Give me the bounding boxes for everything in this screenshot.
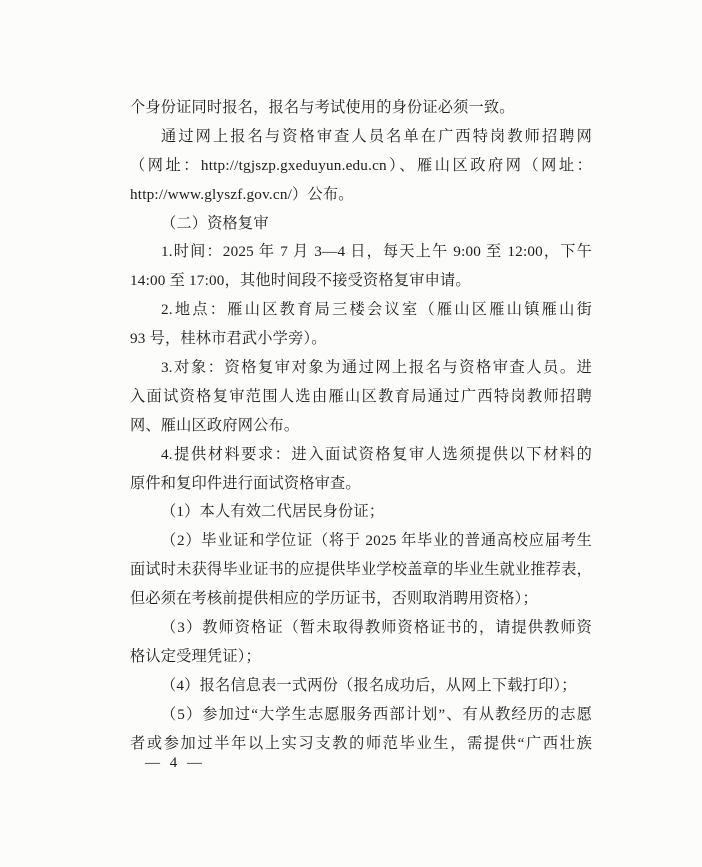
text-line: 但必须在考核前提供相应的学历证书，否则取消聘用资格）； — [130, 590, 538, 608]
text-line: 入面试资格复审范围人选由雁山区教育局通过广西特岗教师招聘 — [130, 387, 592, 405]
text-line: 通过网上报名与资格审查人员名单在广西特岗教师招聘网 — [161, 127, 592, 145]
text-line: 3.对象：资格复审对象为通过网上报名与资格审查人员。进 — [161, 359, 592, 377]
text-line: 14:00 至 17:00，其他时间段不接受资格复审申请。 — [130, 272, 471, 290]
text-line: 者或参加过半年以上实习支教的师范毕业生，需提供“广西壮族 — [130, 734, 592, 752]
text-line: （4）报名信息表一式两份（报名成功后，从网上下载打印）； — [161, 676, 577, 694]
text-line: 4.提供材料要求：进入面试资格复审人选须提供以下材料的 — [161, 445, 592, 463]
text-line: （3）教师资格证（暂未取得教师资格证书的，请提供教师资 — [161, 619, 592, 637]
document-body — [130, 94, 592, 758]
text-line: （2）毕业证和学位证（将于 2025 年毕业的普通高校应届考生 — [161, 532, 592, 550]
text-line: （1）本人有效二代居民身份证； — [161, 503, 385, 521]
text-line: 1.时间：2025 年 7 月 3—4 日，每天上午 9:00 至 12:00，下午 — [161, 243, 592, 261]
page-number: — 4 — — [145, 755, 205, 771]
text-line: 93 号，桂林市君武小学旁）。 — [130, 330, 327, 348]
text-line: 2.地点：雁山区教育局三楼会议室（雁山区雁山镇雁山街 — [161, 301, 592, 319]
text-line: 原件和复印件进行面试资格审查。 — [130, 474, 361, 492]
text-line: 个身份证同时报名，报名与考试使用的身份证必须一致。 — [130, 99, 515, 116]
text-line: （5）参加过“大学生志愿服务西部计划”、有从教经历的志愿 — [161, 705, 592, 723]
text-line: 格认定受理凭证）； — [130, 647, 261, 665]
text-line: 网、雁山区政府网公布。 — [130, 416, 300, 434]
text-line: （网址：http://tgjszp.gxeduyun.edu.cn）、雁山区政府网（网址： — [130, 156, 592, 174]
text-line: http://www.glyszf.gov.cn/）公布。 — [130, 185, 354, 203]
text-line: （二）资格复审 — [161, 214, 269, 232]
text-line: 面试时未获得毕业证书的应提供毕业学校盖章的毕业生就业推荐表， — [130, 561, 592, 579]
